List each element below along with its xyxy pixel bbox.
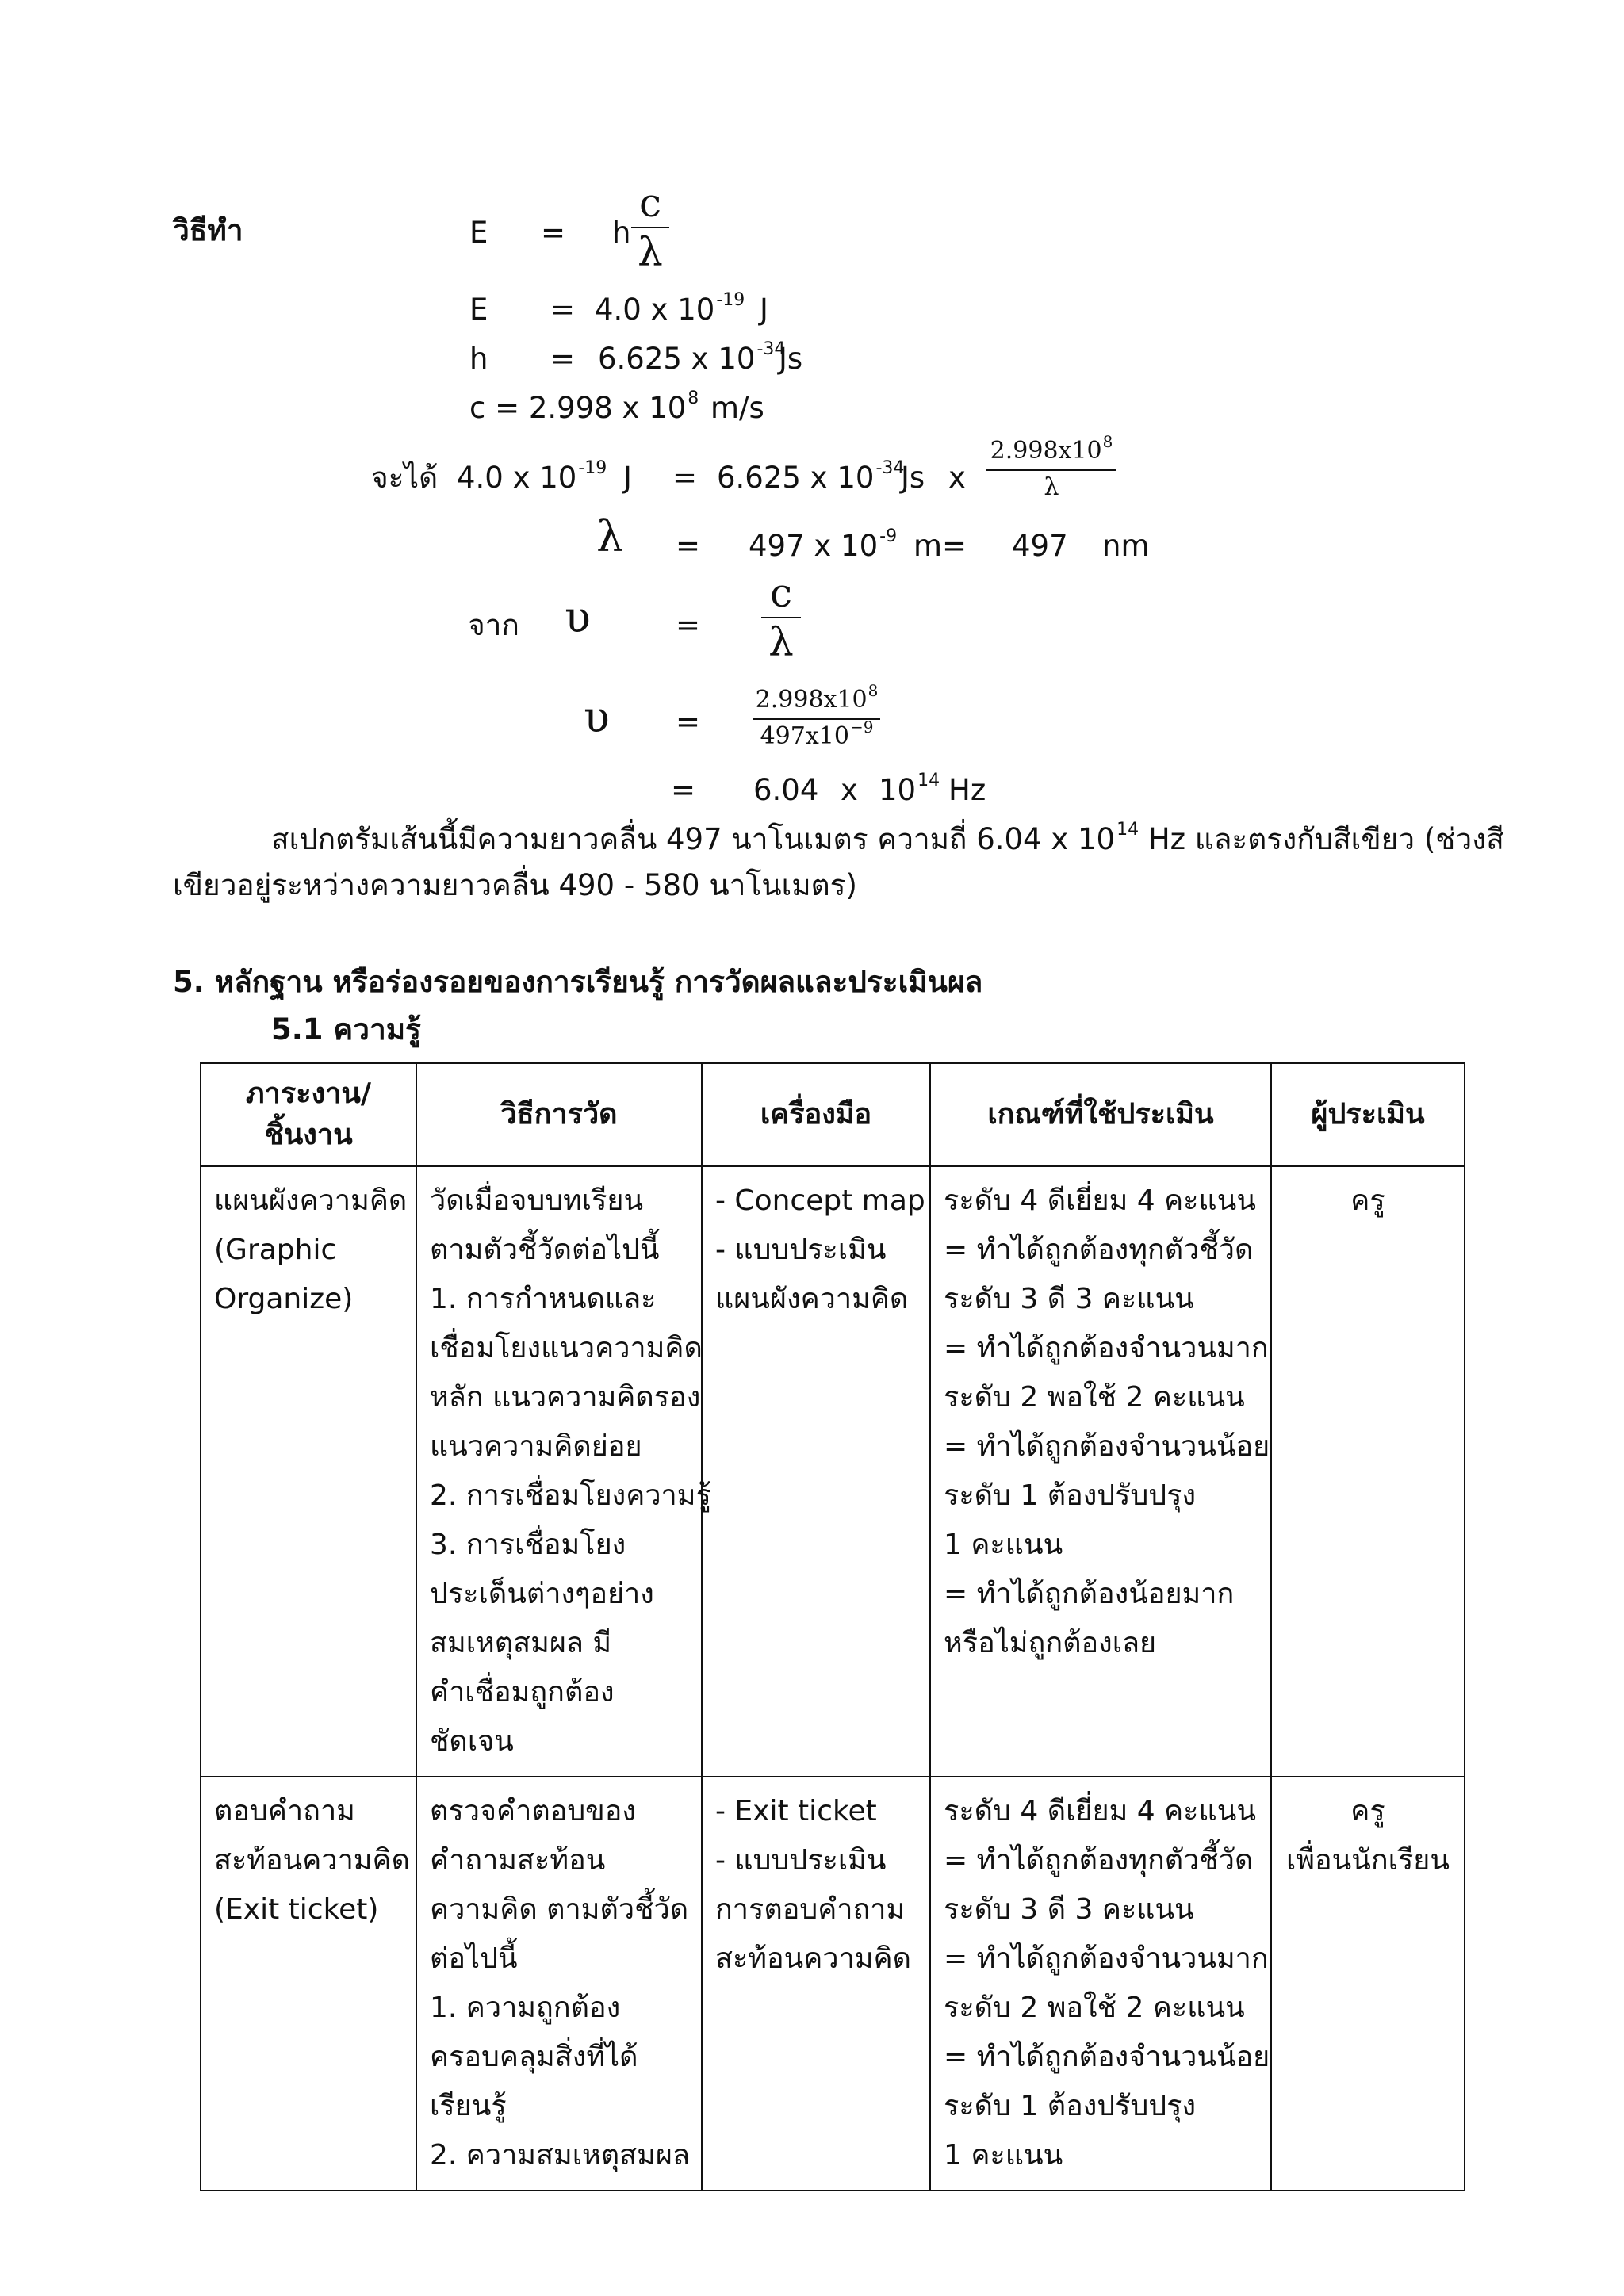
given-h-value: [598, 339, 786, 376]
header-task: [201, 1063, 416, 1166]
cell-assessor: [1271, 1166, 1465, 1777]
result-equals: =: [671, 773, 696, 807]
cell-criteria-line: = ทำได้ถูกต้องจำนวนมาก: [944, 1942, 1269, 1975]
jak-fraction: [761, 572, 801, 663]
nu-symbol: υ: [565, 592, 591, 642]
fraction-bar: [631, 227, 669, 228]
cell-criteria: [930, 1166, 1271, 1777]
cell-task-line: แผนผังความคิด: [214, 1184, 408, 1217]
cell-tool-line: - Concept map: [715, 1184, 925, 1217]
header-criteria: เกณฑ์ที่ใช้ประเมิน: [930, 1063, 1271, 1166]
solution-label: วิธีทำ: [173, 213, 243, 247]
given-h-symbol: h: [469, 342, 488, 376]
eq1-lhs: E: [469, 216, 488, 250]
cell-criteria-line: 1 คะแนน: [944, 2139, 1063, 2172]
cell-tool: [702, 1166, 930, 1777]
assessment-table: [200, 1062, 1465, 2191]
cell-method-line: ความคิด ตามตัวชี้วัด: [430, 1893, 689, 1926]
nu-numerator-mantissa: 2.998x10: [755, 686, 868, 714]
jadai-lhs-exponent: -19: [578, 458, 607, 478]
jadai-rhs-mantissa: 6.625 x 10: [717, 461, 875, 495]
cell-method-line: แนวความคิดย่อย: [430, 1430, 642, 1463]
cell-method-line: หลัก แนวความคิดรอง: [430, 1381, 701, 1414]
header-method: วิธีการวัด: [416, 1063, 702, 1166]
cell-method-line: ต่อไปนี้: [430, 1942, 518, 1975]
cell-method: [416, 1777, 702, 2191]
result-value: 6.04: [753, 773, 819, 807]
eq1-denominator: λ: [638, 229, 663, 275]
fraction-bar: [986, 469, 1116, 471]
cell-task: [201, 1777, 416, 2191]
jadai-rhs-unit: Js: [901, 461, 925, 495]
cell-method-line: 3. การเชื่อมโยง: [430, 1529, 626, 1561]
jak-numerator: c: [769, 570, 792, 616]
jadai-equals: =: [672, 461, 698, 495]
given-e-value: [595, 290, 745, 327]
section-5-1-heading: 5.1 ความรู้: [271, 1012, 421, 1047]
jadai-numerator-mantissa: 2.998x10: [990, 437, 1102, 465]
cell-task-line: (Exit ticket): [214, 1893, 379, 1926]
cell-method-line: ประเด็นต่างๆอย่าง: [430, 1578, 654, 1610]
cell-method-line: คำเชื่อมถูกต้อง: [430, 1676, 615, 1709]
cell-method-line: สมเหตุสมผล มี: [430, 1627, 612, 1659]
cell-criteria-line: ระดับ 1 ต้องปรับปรุง: [944, 1479, 1197, 1512]
cell-criteria-line: ระดับ 4 ดีเยี่ยม 4 คะแนน: [944, 1184, 1256, 1217]
given-e-mantissa: 4.0 x 10: [595, 293, 715, 327]
jak-equals: =: [676, 608, 701, 642]
given-h-unit: Js: [779, 342, 803, 376]
cell-method: [416, 1166, 711, 1777]
conclusion-line-1-b: Hz และตรงกับสีเขียว (ช่วงสี: [1139, 822, 1504, 856]
lambda-mid: m=: [914, 529, 967, 563]
jadai-fraction: [986, 432, 1116, 501]
cell-tool-line: - Exit ticket: [715, 1795, 877, 1827]
jadai-times: x: [948, 461, 966, 495]
result-base: 10: [879, 773, 917, 807]
cell-task-line: Organize): [214, 1283, 354, 1315]
jadai-label: จะได้: [371, 461, 439, 495]
jadai-numerator: [986, 432, 1116, 466]
given-c-unit: m/s: [710, 391, 764, 425]
nu-numerator: [753, 681, 880, 715]
cell-method-line: 1. การกำหนดและ: [430, 1283, 657, 1315]
cell-criteria: [930, 1777, 1271, 2191]
nu-denominator: [753, 718, 880, 752]
table-body: [201, 1166, 1465, 2191]
cell-task-line: สะท้อนความคิด: [214, 1844, 410, 1877]
jadai-lhs: [457, 458, 607, 495]
lambda-equals: =: [676, 529, 701, 563]
header-tool: เครื่องมือ: [702, 1063, 930, 1166]
nu-denominator-exponent: −9: [849, 718, 874, 737]
result-times: x: [841, 773, 858, 807]
result-exponent: 14: [917, 771, 940, 790]
conclusion-line-2: เขียวอยู่ระหว่างความยาวคลื่น 490 - 580 นาโนเมตร): [173, 868, 857, 902]
nu-symbol-2: υ: [584, 692, 610, 742]
given-c-value: [469, 388, 699, 425]
header-task-line-1: ภาระงาน/: [245, 1077, 372, 1110]
table-row: [201, 1166, 1465, 1777]
cell-method-line: ตรวจคำตอบของ: [430, 1795, 636, 1827]
given-e-symbol: E: [469, 293, 488, 327]
cell-assessor-line: ครู: [1350, 1795, 1385, 1827]
cell-assessor-line: ครู: [1350, 1184, 1385, 1217]
cell-criteria-line: = ทำได้ถูกต้องทุกตัวชี้วัด: [944, 1234, 1254, 1266]
given-e-exponent: -19: [716, 290, 745, 310]
nu-fraction: [753, 681, 880, 752]
header-assessor: ผู้ประเมิน: [1271, 1063, 1465, 1166]
jadai-rhs-exponent: -34: [875, 458, 905, 478]
given-h-equals: =: [550, 342, 576, 376]
jadai-numerator-exponent: 8: [1102, 432, 1113, 451]
jadai-rhs: [717, 458, 905, 495]
cell-criteria-line: หรือไม่ถูกต้องเลย: [944, 1627, 1157, 1659]
cell-method-line: ชัดเจน: [430, 1725, 514, 1758]
cell-method-line: เชื่อมโยงแนวความคิด: [430, 1332, 703, 1364]
lambda-value: [749, 526, 898, 563]
cell-criteria-line: = ทำได้ถูกต้องจำนวนน้อย: [944, 2041, 1270, 2073]
cell-task-line: ตอบคำถาม: [214, 1795, 355, 1827]
given-c-exponent: 8: [688, 388, 699, 408]
cell-method-line: วัดเมื่อจบบทเรียน: [430, 1184, 644, 1217]
cell-criteria-line: ระดับ 4 ดีเยี่ยม 4 คะแนน: [944, 1795, 1256, 1827]
jadai-lhs-mantissa: 4.0 x 10: [457, 461, 577, 495]
conclusion-line-1-a: สเปกตรัมเส้นนี้มีความยาวคลื่น 497 นาโนเมตร ความถี่ 6.04 x 10: [271, 822, 1116, 856]
cell-criteria-line: = ทำได้ถูกต้องจำนวนมาก: [944, 1332, 1269, 1364]
fraction-bar: [761, 617, 801, 618]
given-h-mantissa: 6.625 x 10: [598, 342, 756, 376]
result-power: [879, 771, 940, 807]
cell-method-line: ครอบคลุมสิ่งที่ได้: [430, 2041, 638, 2073]
cell-method-line: 1. ความถูกต้อง: [430, 1992, 621, 2024]
lambda-mantissa: 497 x 10: [749, 529, 879, 563]
eq1-fraction: [631, 182, 669, 273]
jadai-lhs-unit: J: [623, 461, 632, 495]
conclusion-line-1: [271, 820, 1504, 856]
eq1-h: h: [612, 216, 631, 250]
nu-denominator-mantissa: 497x10: [760, 722, 849, 750]
cell-task-line: (Graphic: [214, 1234, 337, 1266]
nu-numerator-exponent: 8: [868, 681, 879, 700]
cell-method-line: 2. การเชื่อมโยงความรู้: [430, 1479, 711, 1512]
cell-tool-line: - แบบประเมิน: [715, 1844, 887, 1877]
given-e-equals: =: [550, 293, 576, 327]
given-c-mantissa: c = 2.998 x 10: [469, 391, 687, 425]
section-5-heading: 5. หลักฐาน หรือร่องรอยของการเรียนรู้ การวัดผลและประเมินผล: [173, 965, 983, 999]
cell-criteria-line: ระดับ 2 พอใช้ 2 คะแนน: [944, 1992, 1245, 2024]
cell-tool-line: การตอบคำถาม: [715, 1893, 906, 1926]
table-header-row: [201, 1063, 1465, 1166]
cell-method-line: 2. ความสมเหตุสมผล: [430, 2139, 691, 2172]
cell-tool-line: สะท้อนความคิด: [715, 1942, 911, 1975]
table-row: [201, 1777, 1465, 2191]
cell-tool-line: - แบบประเมิน: [715, 1234, 887, 1266]
lambda-value-nm: 497: [1012, 529, 1068, 563]
jak-label: จาก: [468, 608, 519, 642]
lambda-symbol: λ: [596, 511, 624, 561]
given-e-unit: J: [760, 293, 768, 327]
lambda-exponent: -9: [879, 526, 898, 546]
cell-criteria-line: ระดับ 2 พอใช้ 2 คะแนน: [944, 1381, 1245, 1414]
conclusion-exponent: 14: [1116, 820, 1139, 840]
eq1-numerator: c: [638, 180, 661, 226]
given-h-exponent: -34: [756, 339, 786, 359]
cell-task: [201, 1166, 416, 1777]
cell-criteria-line: ระดับ 3 ดี 3 คะแนน: [944, 1283, 1194, 1315]
cell-assessor-line: เพื่อนนักเรียน: [1285, 1844, 1450, 1877]
header-task-line-2: ชิ้นงาน: [264, 1119, 353, 1151]
nu-equals: =: [676, 705, 701, 739]
cell-method-line: คำถามสะท้อน: [430, 1844, 606, 1877]
cell-criteria-line: 1 คะแนน: [944, 1529, 1063, 1561]
cell-tool: [702, 1777, 930, 2191]
cell-criteria-line: = ทำได้ถูกต้องทุกตัวชี้วัด: [944, 1844, 1254, 1877]
eq1-equals: =: [541, 216, 566, 250]
cell-tool-line: แผนผังความคิด: [715, 1283, 909, 1315]
result-unit: Hz: [948, 773, 986, 807]
cell-assessor: [1271, 1777, 1465, 2191]
cell-method-line: ตามตัวชี้วัดต่อไปนี้: [430, 1234, 660, 1266]
cell-criteria-line: = ทำได้ถูกต้องน้อยมาก: [944, 1578, 1235, 1610]
jadai-denominator: λ: [1044, 473, 1059, 501]
cell-method-line: เรียนรู้: [430, 2090, 507, 2122]
lambda-unit: nm: [1102, 529, 1150, 563]
cell-criteria-line: ระดับ 3 ดี 3 คะแนน: [944, 1893, 1194, 1926]
cell-criteria-line: ระดับ 1 ต้องปรับปรุง: [944, 2090, 1197, 2122]
jak-denominator: λ: [768, 619, 794, 665]
cell-criteria-line: = ทำได้ถูกต้องจำนวนน้อย: [944, 1430, 1270, 1463]
